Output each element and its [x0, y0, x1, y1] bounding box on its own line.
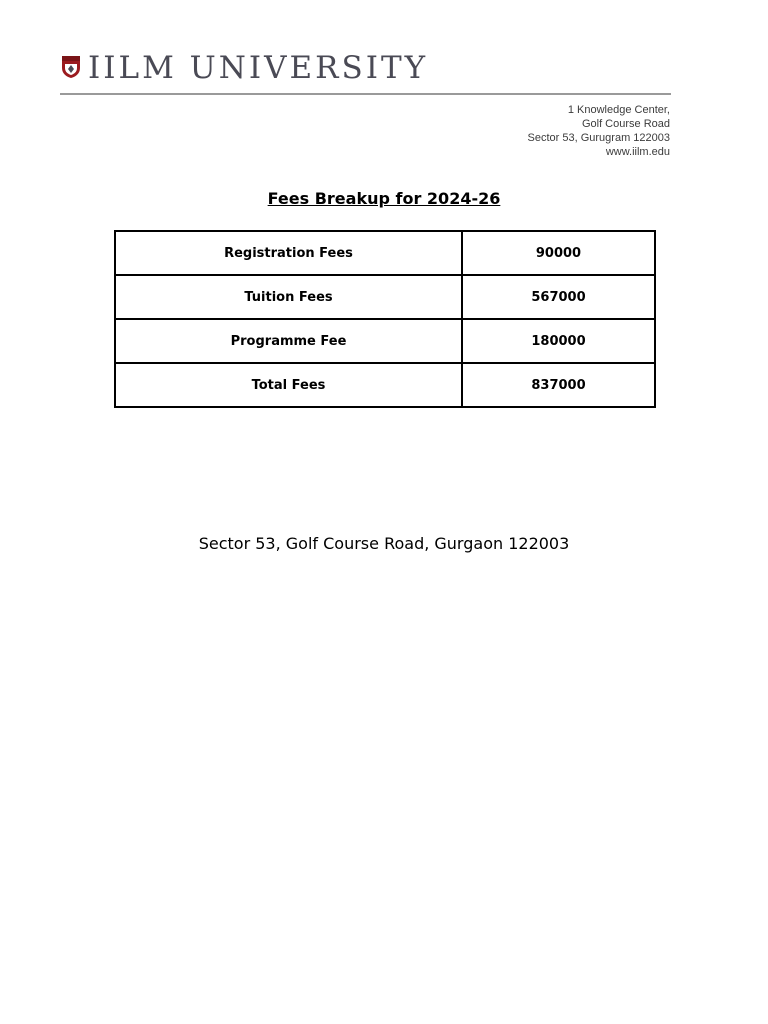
letterhead	[60, 50, 671, 96]
table-row	[115, 319, 655, 363]
fee-amount: 837000	[462, 363, 655, 407]
fee-amount: 90000	[462, 231, 655, 275]
letterhead-address	[528, 103, 670, 159]
document-title: Fees Breakup for 2024-26	[267, 189, 501, 208]
table-row	[115, 275, 655, 319]
header-divider	[60, 93, 671, 95]
fee-label: Programme Fee	[115, 319, 462, 363]
table-row	[115, 363, 655, 407]
fee-label: Tuition Fees	[115, 275, 462, 319]
footer-address: Sector 53, Golf Course Road, Gurgaon 122003	[198, 534, 570, 553]
address-line-2: Golf Course Road	[581, 118, 670, 130]
fee-amount: 567000	[462, 275, 655, 319]
fee-label: Registration Fees	[115, 231, 462, 275]
university-name: IILM UNIVERSITY	[88, 50, 429, 86]
table-row	[115, 231, 655, 275]
fee-label: Total Fees	[115, 363, 462, 407]
fee-amount: 180000	[462, 319, 655, 363]
address-line-1: 1 Knowledge Center,	[567, 104, 670, 116]
university-crest-icon	[61, 55, 81, 79]
fees-table	[114, 230, 656, 408]
address-line-3: Sector 53, Gurugram 122003	[527, 132, 670, 144]
website-link[interactable]: www.iilm.edu	[605, 146, 670, 158]
